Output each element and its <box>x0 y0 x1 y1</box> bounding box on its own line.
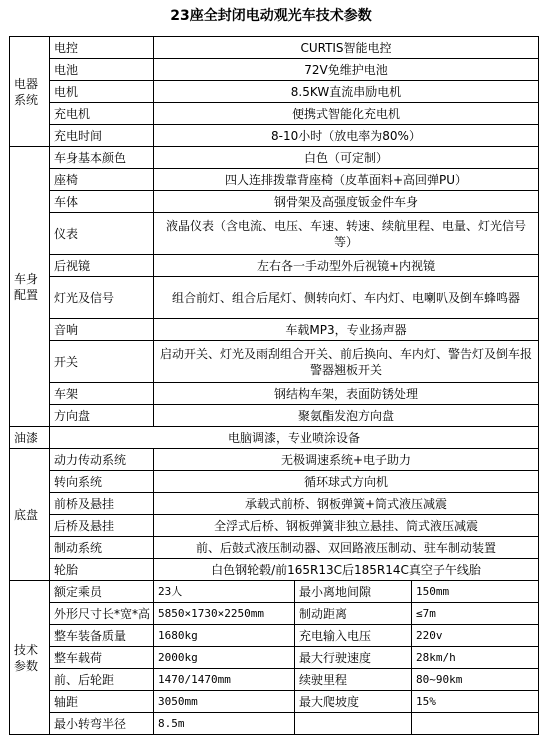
spec-label: 音响 <box>50 319 154 341</box>
table-row <box>10 669 539 691</box>
param-label: 轴距 <box>50 691 154 713</box>
spec-value: 组合前灯、组合后尾灯、侧转向灯、车内灯、电喇叭及倒车蜂鸣器 <box>154 277 539 319</box>
spec-label: 前桥及悬挂 <box>50 493 154 515</box>
param-value: 150mm <box>412 581 539 603</box>
param-value: 28km/h <box>412 647 539 669</box>
param-label: 最大行驶速度 <box>295 647 412 669</box>
spec-value: 钢骨架及高强度钣金件车身 <box>154 191 539 213</box>
table-row <box>10 169 539 191</box>
param-label: 整车载荷 <box>50 647 154 669</box>
spec-label: 电控 <box>50 37 154 59</box>
spec-value: 循环球式方向机 <box>154 471 539 493</box>
spec-label: 充电机 <box>50 103 154 125</box>
table-row <box>10 59 539 81</box>
spec-value: CURTIS智能电控 <box>154 37 539 59</box>
param-label: 制动距离 <box>295 603 412 625</box>
table-row <box>10 647 539 669</box>
spec-label: 后视镜 <box>50 255 154 277</box>
spec-value: 便携式智能化充电机 <box>154 103 539 125</box>
spec-label: 转向系统 <box>50 471 154 493</box>
table-row <box>10 213 539 255</box>
table-row <box>10 103 539 125</box>
param-value: 8.5m <box>154 713 295 735</box>
table-row <box>10 277 539 319</box>
table-row <box>10 515 539 537</box>
spec-value: 8-10小时（放电率为80%） <box>154 125 539 147</box>
section-label-electrical: 电器系统 <box>10 37 50 147</box>
spec-label: 后桥及悬挂 <box>50 515 154 537</box>
spec-value: 液晶仪表（含电流、电压、车速、转速、续航里程、电量、灯光信号等） <box>154 213 539 255</box>
table-row <box>10 471 539 493</box>
spec-label: 车架 <box>50 383 154 405</box>
spec-label: 制动系统 <box>50 537 154 559</box>
spec-label: 电池 <box>50 59 154 81</box>
table-row <box>10 493 539 515</box>
section-label-tech: 技术参数 <box>10 581 50 735</box>
spec-label: 车体 <box>50 191 154 213</box>
param-value: 220v <box>412 625 539 647</box>
spec-value: 承载式前桥、钢板弹簧+筒式液压减震 <box>154 493 539 515</box>
param-label <box>295 713 412 735</box>
table-row <box>10 581 539 603</box>
spec-label: 车身基本颜色 <box>50 147 154 169</box>
spec-value: 钢结构车架，表面防锈处理 <box>154 383 539 405</box>
table-row <box>10 191 539 213</box>
table-row <box>10 147 539 169</box>
table-row <box>10 81 539 103</box>
spec-value: 白色钢轮毂/前165R13C后185R14C真空子午线胎 <box>154 559 539 581</box>
spec-value: 无极调速系统+电子助力 <box>154 449 539 471</box>
spec-value: 车载MP3，专业扬声器 <box>154 319 539 341</box>
spec-value: 启动开关、灯光及雨刮组合开关、前后换向、车内灯、警告灯及倒车报警器翘板开关 <box>154 341 539 383</box>
spec-label: 充电时间 <box>50 125 154 147</box>
table-row <box>10 625 539 647</box>
table-row <box>10 319 539 341</box>
spec-label: 轮胎 <box>50 559 154 581</box>
spec-value: 电脑调漆，专业喷涂设备 <box>50 427 539 449</box>
param-label: 续驶里程 <box>295 669 412 691</box>
table-row <box>10 341 539 383</box>
spec-label: 方向盘 <box>50 405 154 427</box>
spec-value: 四人连排拨靠背座椅（皮革面料+高回弹PU） <box>154 169 539 191</box>
spec-value: 前、后鼓式液压制动器、双回路液压制动、驻车制动装置 <box>154 537 539 559</box>
spec-label: 动力传动系统 <box>50 449 154 471</box>
param-value: 1680kg <box>154 625 295 647</box>
spec-label: 仪表 <box>50 213 154 255</box>
param-value <box>412 713 539 735</box>
param-label: 整车装备质量 <box>50 625 154 647</box>
spec-value: 聚氨酯发泡方向盘 <box>154 405 539 427</box>
param-value: 80~90km <box>412 669 539 691</box>
param-value: 15% <box>412 691 539 713</box>
param-value: 2000kg <box>154 647 295 669</box>
param-label: 充电输入电压 <box>295 625 412 647</box>
table-row <box>10 383 539 405</box>
spec-label: 开关 <box>50 341 154 383</box>
table-row <box>10 603 539 625</box>
table-row <box>10 125 539 147</box>
table-row <box>10 405 539 427</box>
table-row <box>10 691 539 713</box>
param-value: 5850×1730×2250mm <box>154 603 295 625</box>
spec-value: 72V免维护电池 <box>154 59 539 81</box>
section-label-chassis: 底盘 <box>10 449 50 581</box>
param-value: 3050mm <box>154 691 295 713</box>
param-label: 外形尺寸长*宽*高 <box>50 603 154 625</box>
param-label: 额定乘员 <box>50 581 154 603</box>
table-row <box>10 255 539 277</box>
spec-value: 白色（可定制） <box>154 147 539 169</box>
spec-value: 左右各一手动型外后视镜+内视镜 <box>154 255 539 277</box>
param-label: 最大爬坡度 <box>295 691 412 713</box>
table-row <box>10 559 539 581</box>
table-row <box>10 449 539 471</box>
param-label: 最小转弯半径 <box>50 713 154 735</box>
spec-value: 8.5KW直流串励电机 <box>154 81 539 103</box>
spec-label: 座椅 <box>50 169 154 191</box>
param-label: 最小离地间隙 <box>295 581 412 603</box>
param-value: ≤7m <box>412 603 539 625</box>
table-row <box>10 427 539 449</box>
section-label-body: 车身配置 <box>10 147 50 427</box>
table-row <box>10 713 539 735</box>
page-title: 23座全封闭电动观光车技术参数 <box>170 8 372 24</box>
spec-label: 电机 <box>50 81 154 103</box>
param-value: 23人 <box>154 581 295 603</box>
spec-label: 灯光及信号 <box>50 277 154 319</box>
table-row <box>10 37 539 59</box>
table-row <box>10 537 539 559</box>
spec-table <box>9 36 539 735</box>
spec-value: 全浮式后桥、钢板弹簧非独立悬挂、筒式液压减震 <box>154 515 539 537</box>
param-value: 1470/1470mm <box>154 669 295 691</box>
section-label-paint: 油漆 <box>10 427 50 449</box>
param-label: 前、后轮距 <box>50 669 154 691</box>
